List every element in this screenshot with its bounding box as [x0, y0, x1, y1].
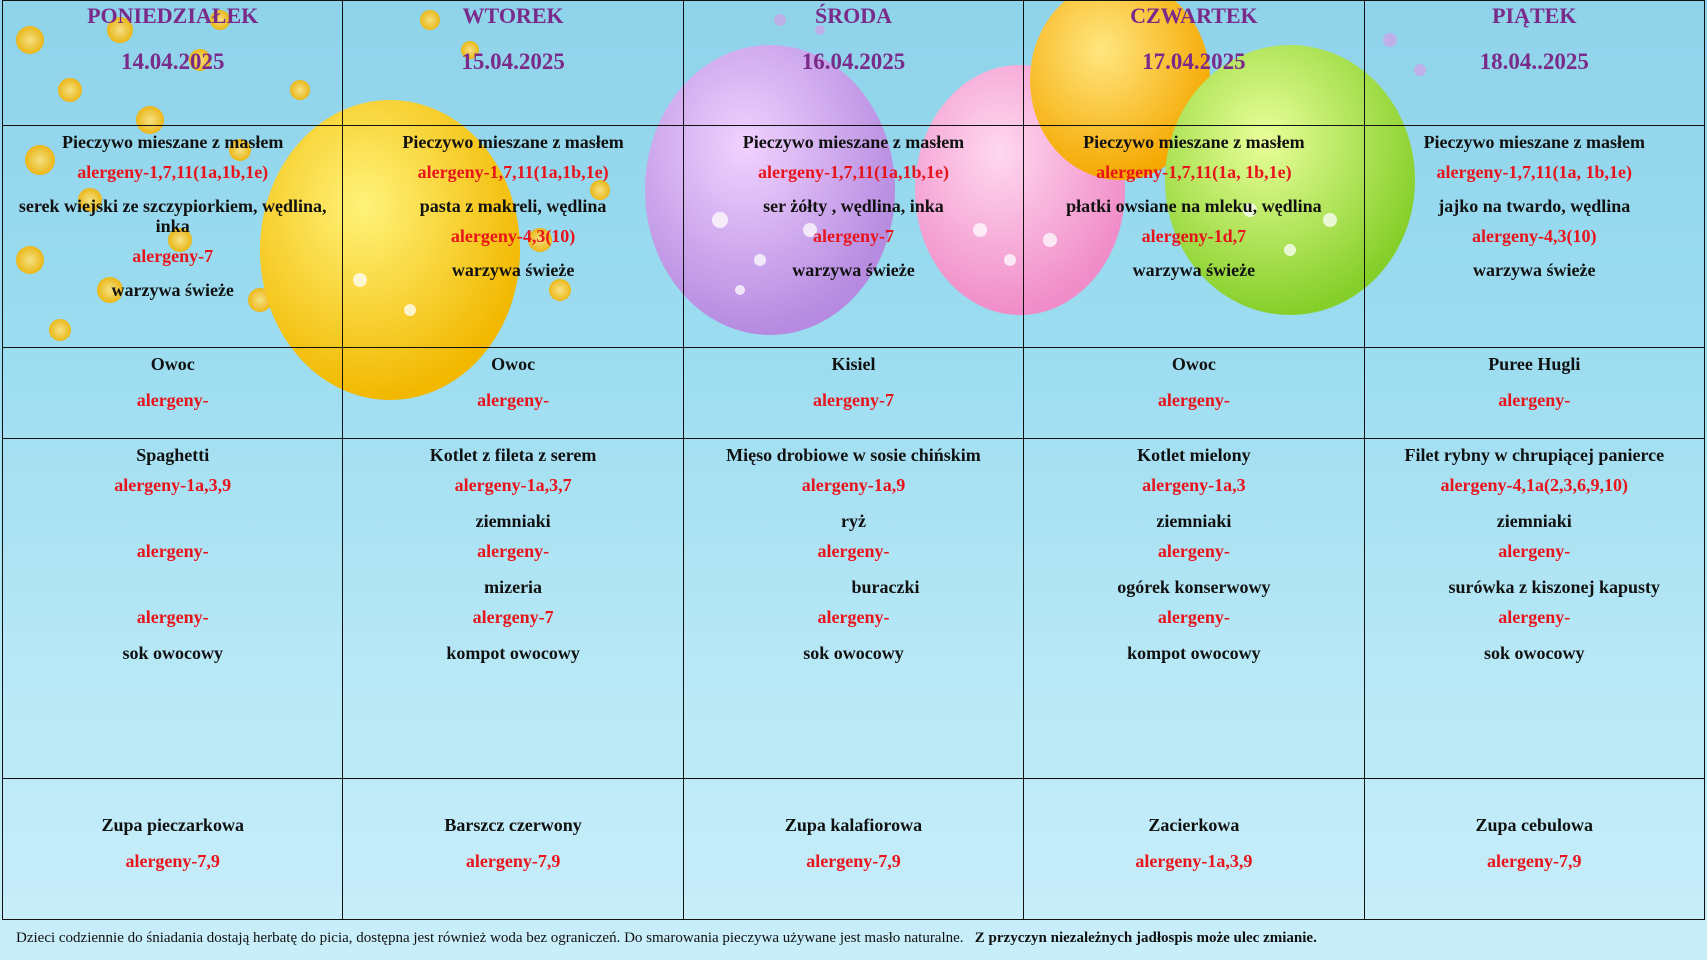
lunch-main: Spaghetti [136, 445, 210, 465]
lunch-main-allergens: alergeny-1a,3,9 [114, 475, 232, 495]
soup-allergens: alergeny-7,9 [1487, 851, 1582, 871]
bread-allergens: alergeny-1,7,11(1a, 1b,1e) [1096, 162, 1292, 182]
day-name: WTOREK [462, 3, 564, 28]
day-header [683, 1, 1023, 126]
day-header [343, 1, 683, 126]
lunch-main: Mięso drobiowe w sosie chińskim [726, 445, 981, 465]
day-name: PONIEDZIAŁEK [87, 3, 259, 28]
lunch-side: ziemniaki [475, 511, 551, 531]
lunch-salad: mizeria [484, 577, 543, 597]
breakfast-cell [1024, 126, 1364, 348]
lunch-cell [1364, 439, 1704, 779]
snack: Owoc [150, 354, 195, 374]
snack-allergens: alergeny- [1498, 390, 1571, 410]
lunch-main-allergens: alergeny-1a,3,7 [454, 475, 572, 495]
breakfast-main: jajko na twardo, wędlina [1438, 196, 1631, 216]
day-header [1364, 1, 1704, 126]
snack-allergens: alergeny-7 [812, 390, 894, 410]
bread: Pieczywo mieszane z masłem [1083, 132, 1305, 152]
snack-allergens: alergeny- [477, 390, 550, 410]
breakfast-allergens: alergeny-4,3(10) [450, 226, 576, 246]
breakfast-cell [3, 126, 343, 348]
breakfast-cell [683, 126, 1023, 348]
vegetables: warzywa świeże [451, 260, 575, 280]
lunch-drink: kompot owocowy [1127, 643, 1261, 663]
lunch-main: Kotlet z fileta z serem [429, 445, 597, 465]
lunch-cell [683, 439, 1023, 779]
breakfast-cell [1364, 126, 1704, 348]
lunch-side [7, 511, 338, 531]
vegetables: warzywa świeże [1132, 260, 1256, 280]
bread: Pieczywo mieszane z masłem [61, 132, 284, 152]
breakfast-main: pasta z makreli, wędlina [419, 196, 607, 216]
soup-cell [3, 779, 343, 920]
soup-name: Zupa pieczarkowa [101, 815, 244, 835]
bread: Pieczywo mieszane z masłem [402, 132, 624, 152]
lunch-salad-allergens: alergeny- [817, 607, 890, 627]
soup-name: Zupa cebulowa [1475, 815, 1594, 835]
snack: Owoc [1171, 354, 1216, 374]
snack: Puree Hugli [1488, 354, 1581, 374]
day-header [1024, 1, 1364, 126]
lunch-main: Kotlet mielony [1137, 445, 1251, 465]
lunch-side: ryż [840, 511, 866, 531]
soup-allergens: alergeny-7,9 [465, 851, 561, 871]
lunch-salad-allergens: alergeny- [1498, 607, 1571, 627]
lunch-salad-allergens: alergeny-7 [472, 607, 554, 627]
bread-allergens: alergeny-1,7,11(1a,1b,1e) [757, 162, 949, 182]
soup-allergens: alergeny-7,9 [125, 851, 220, 871]
day-name: CZWARTEK [1130, 3, 1258, 28]
soup-cell [1024, 779, 1364, 920]
lunch-side-allergens: alergeny- [477, 541, 550, 561]
lunch-salad: buraczki [851, 577, 920, 597]
breakfast-main: płatki owsiane na mleku, wędlina [1066, 196, 1322, 216]
lunch-drink: sok owocowy [1484, 643, 1585, 663]
vegetables: warzywa świeże [1473, 260, 1596, 280]
second-breakfast-cell [1024, 348, 1364, 439]
day-name: PIĄTEK [1492, 3, 1577, 28]
footer-warning: Z przyczyn niezależnych jadłospis może ulec zmianie. [974, 930, 1317, 946]
lunch-row [3, 439, 1705, 779]
snack: Kisiel [831, 354, 876, 374]
bread-allergens: alergeny-1,7,11(1a,1b,1e) [417, 162, 609, 182]
soup-name: Zacierkowa [1148, 815, 1240, 835]
lunch-main-allergens: alergeny-1a,9 [801, 475, 906, 495]
soup-cell [343, 779, 683, 920]
lunch-side-allergens: alergeny- [1498, 541, 1571, 561]
lunch-main: Filet rybny w chrupiącej panierce [1404, 445, 1665, 465]
breakfast-allergens: alergeny-7 [132, 246, 214, 266]
breakfast-allergens: alergeny-1d,7 [1141, 226, 1247, 246]
soup-name: Barszcz czerwony [444, 815, 582, 835]
soup-cell [1364, 779, 1704, 920]
lunch-side-allergens: alergeny- [817, 541, 890, 561]
lunch-drink: sok owocowy [803, 643, 904, 663]
lunch-side-allergens: alergeny- [1157, 541, 1230, 561]
lunch-side: ziemniaki [1496, 511, 1572, 531]
lunch-main-allergens: alergeny-1a,3 [1142, 475, 1246, 495]
bread: Pieczywo mieszane z masłem [742, 132, 965, 152]
soup-row [3, 779, 1705, 920]
lunch-cell [343, 439, 683, 779]
vegetables: warzywa świeże [792, 260, 915, 280]
bread: Pieczywo mieszane z masłem [1423, 132, 1645, 152]
lunch-cell [3, 439, 343, 779]
day-header [3, 1, 343, 126]
vegetables: warzywa świeże [111, 280, 234, 300]
lunch-salad: surówka z kiszonej kapusty [1448, 577, 1661, 597]
breakfast-main: ser żółty , wędlina, inka [763, 196, 944, 216]
soup-cell [683, 779, 1023, 920]
breakfast-cell [343, 126, 683, 348]
day-date: 15.04.2025 [461, 49, 565, 74]
lunch-side-allergens: alergeny- [136, 541, 209, 561]
bread-allergens: alergeny-1,7,11(1a,1b,1e) [77, 162, 269, 182]
footer-note [16, 930, 1317, 947]
breakfast-allergens: alergeny-7 [812, 226, 894, 246]
lunch-salad-allergens: alergeny- [1157, 607, 1230, 627]
snack-allergens: alergeny- [136, 390, 209, 410]
breakfast-allergens: alergeny-4,3(10) [1472, 226, 1597, 246]
lunch-drink: sok owocowy [122, 643, 223, 663]
header-row [3, 1, 1705, 126]
breakfast-main: serek wiejski ze szczypiorkiem, wędlina, inka [18, 196, 327, 236]
snack: Owoc [491, 354, 536, 374]
day-date: 18.04..2025 [1479, 49, 1589, 74]
day-date: 17.04.2025 [1142, 49, 1246, 74]
lunch-drink: kompot owocowy [446, 643, 580, 663]
bread-allergens: alergeny-1,7,11(1a, 1b,1e) [1436, 162, 1633, 182]
day-name: ŚRODA [814, 3, 892, 28]
menu-table [2, 0, 1705, 920]
second-breakfast-cell [683, 348, 1023, 439]
soup-allergens: alergeny-7,9 [806, 851, 901, 871]
second-breakfast-cell [3, 348, 343, 439]
soup-name: Zupa kalafiorowa [784, 815, 923, 835]
lunch-cell [1024, 439, 1364, 779]
lunch-side: ziemniaki [1156, 511, 1232, 531]
lunch-salad: ogórek konserwowy [1117, 577, 1271, 597]
second-breakfast-cell [1364, 348, 1704, 439]
footer-info: Dzieci codziennie do śniadania dostają herbatę do picia, dostępna jest również woda bez ograniczeń. Do smarowania pieczywa używane jest masło naturalne. [16, 930, 964, 946]
day-date: 14.04.2025 [120, 49, 225, 74]
lunch-salad-allergens: alergeny- [136, 607, 209, 627]
soup-allergens: alergeny-1a,3,9 [1135, 851, 1253, 871]
snack-allergens: alergeny- [1157, 390, 1230, 410]
breakfast-row [3, 126, 1705, 348]
second-breakfast-cell [343, 348, 683, 439]
lunch-main-allergens: alergeny-4,1a(2,3,6,9,10) [1440, 475, 1629, 495]
lunch-salad [7, 577, 338, 597]
day-date: 16.04.2025 [801, 49, 906, 74]
second-breakfast-row [3, 348, 1705, 439]
